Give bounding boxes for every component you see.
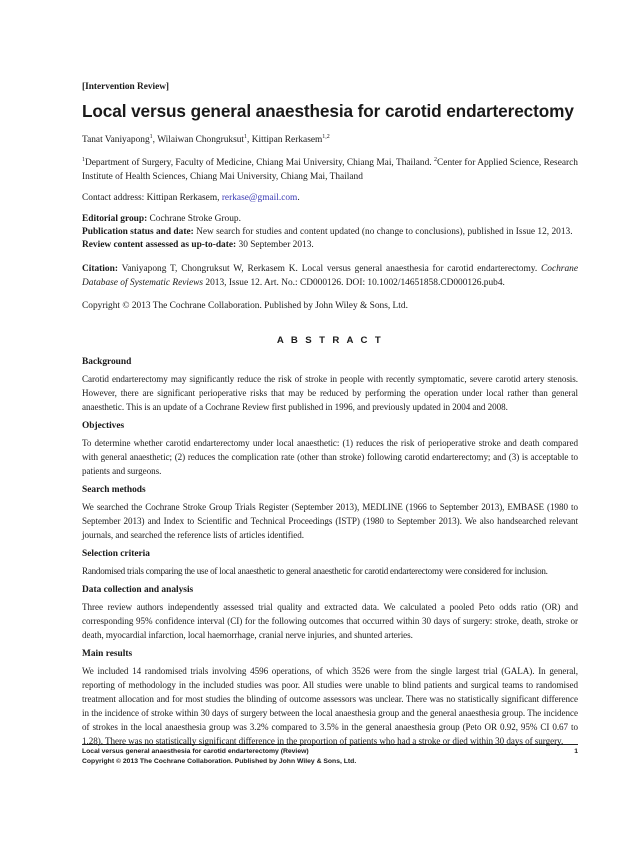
page-number: 1	[574, 748, 578, 755]
content-assessed-value: 30 September 2013.	[238, 240, 314, 250]
review-type: [Intervention Review]	[82, 82, 170, 92]
content-assessed-label: Review content assessed as up-to-date:	[82, 240, 237, 250]
content-assessed	[82, 239, 578, 252]
editorial-group-value: Cochrane Stroke Group.	[149, 214, 241, 224]
author-list: Tanat Vaniyapong$^1$, Wilaiwan Chongruksut$^1$, Kittipan Rerkasem$^{1,2}$	[82, 134, 330, 145]
author-name: Kittipan Rerkasem	[251, 135, 323, 145]
page-footer	[82, 744, 578, 765]
citation-text-before: Vaniyapong T, Chongruksut W, Rerkasem K. Local versus general anaesthesia for carotid endarterectomy.	[121, 264, 538, 274]
section-heading-main-results: Main results	[82, 649, 133, 659]
affiliation-mark: 1	[82, 157, 85, 163]
contact-prefix: Contact address: Kittipan Rerkasem,	[82, 193, 220, 203]
citation-journal: Cochrane Database of Systematic Reviews	[82, 264, 578, 288]
section-heading-background: Background	[82, 357, 132, 367]
editorial-group	[82, 213, 578, 226]
page-title: Local versus general anaesthesia for carotid endarterectomy	[82, 101, 574, 121]
publication-status-label: Publication status and date:	[82, 227, 194, 237]
citation-label: Citation:	[82, 264, 118, 274]
author-name: Tanat Vaniyapong	[82, 135, 150, 145]
author-affiliation-mark: 1	[149, 134, 153, 140]
section-body-main-results: We included 14 randomised trials involving 4596 operations, of which 3526 were from the single largest trial (GALA). In general, reporting of methodology in the included studies was poor. All studies were unable to blind patients and surgical teams to randomised treatment allocation and for most studies the blinding of outcome assessors was unclear. There was no statistically significant difference in the incidence of stroke within 30 days of surgery between the local anaesthesia group and the general anaesthesia group. The incidence of strokes in the local anaesthesia group was 3.2% compared to 3.5% in the general anaesthesia group (Peto OR 0.92, 95% CI 0.67 to 1.28). There was no statistically significant difference in the proportion of patients who had a stroke or died within 30 days of surgery.	[82, 666, 578, 746]
abstract-heading: A B S T R A C T	[276, 335, 384, 346]
publication-status-value: New search for studies and content updated (no change to conclusions), published in Issue 12, 2013.	[196, 227, 573, 237]
contact-suffix: .	[297, 193, 300, 203]
footer-copyright: Copyright © 2013 The Cochrane Collaboration. Published by John Wiley & Sons, Ltd.	[82, 758, 357, 765]
section-heading-data-collection: Data collection and analysis	[82, 585, 194, 595]
section-body-objectives: To determine whether carotid endarterectomy under local anaesthetic: (1) reduces the risk of perioperative stroke and death compared with general anaesthetic; (2) reduces the complication rate (other than stroke) following carotid endarterectomy; and (3) is acceptable to patients and surgeons.	[82, 438, 578, 476]
footer-title: Local versus general anaesthesia for carotid endarterectomy (Review)	[82, 748, 309, 755]
citation-text-after: 2013, Issue 12. Art. No.: CD000126. DOI: 10.1002/14651858.CD000126.pub4.	[205, 278, 505, 288]
section-heading-selection-criteria: Selection criteria	[82, 549, 150, 559]
section-heading-objectives: Objectives	[82, 421, 125, 431]
section-body-selection-criteria: Randomised trials comparing the use of local anaesthetic to general anaesthetic for carotid endarterectomy were considered for inclusion.	[82, 566, 548, 576]
content	[82, 82, 578, 755]
section-body-background: Carotid endarterectomy may significantly reduce the risk of stroke in people with recently symptomatic, severe carotid artery stenosis. However, there are significant perioperative risks that may be reduced by performing the operation under local rather than general anaesthetic. This is an update of a Cochrane Review first published in 1996, and previously updated in 2004 and 2008.	[82, 374, 578, 412]
author-affiliation-mark: 1,2	[322, 134, 330, 140]
footer-row	[82, 745, 578, 755]
section-heading-search-methods: Search methods	[82, 485, 146, 495]
author-affiliation-mark: 1	[244, 134, 248, 140]
copyright-notice: Copyright © 2013 The Cochrane Collaboration. Published by John Wiley & Sons, Ltd.	[82, 301, 408, 311]
section-body-data-collection: Three review authors independently assessed trial quality and extracted data. We calculated a pooled Peto odds ratio (OR) and corresponding 95% confidence interval (CI) for the following outcomes that occurred within 30 days of surgery: stroke, death, stroke or death, myocardial infarction, local haemorrhage, cranial nerve injuries, and shunted arteries.	[82, 602, 578, 640]
affiliation-text: Center for Applied Science, Research Institute of Health Sciences, Chiang Mai University, Chiang Mai, Thailand	[82, 158, 578, 182]
contact-email-link[interactable]: rerkase@gmail.com	[221, 193, 298, 203]
publication-status	[82, 226, 578, 239]
affiliation-text: Department of Surgery, Faculty of Medicine, Chiang Mai University, Chiang Mai, Thailand.	[85, 158, 432, 168]
author-name: Wilaiwan Chongruksut	[157, 135, 245, 145]
affiliation-mark: 2	[434, 157, 438, 163]
affiliations	[82, 156, 578, 184]
citation	[82, 262, 578, 290]
section-body-search-methods: We searched the Cochrane Stroke Group Trials Register (September 2013), MEDLINE (1966 to September 2013), EMBASE (1980 to September 2013) and Index to Scientific and Technical Proceedings (ISTP) (1980 to September 2013). We also handsearched relevant journals, and searched the reference lists of articles identified.	[82, 502, 578, 540]
contact-address	[82, 193, 578, 203]
publication-meta	[82, 213, 578, 252]
editorial-group-label: Editorial group:	[82, 214, 148, 224]
